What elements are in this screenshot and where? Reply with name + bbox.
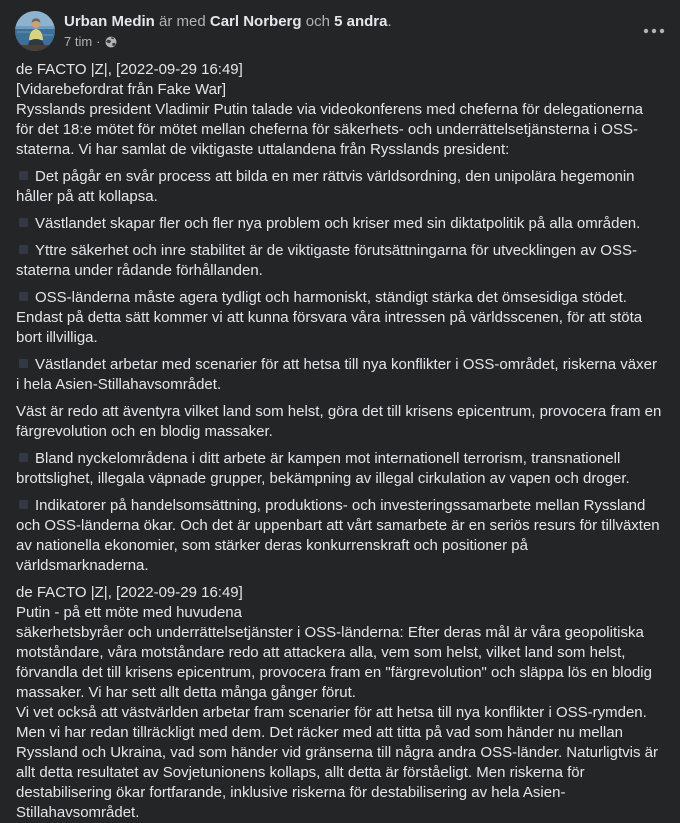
bullet-square-icon bbox=[19, 218, 28, 227]
timestamp[interactable]: 7 tim bbox=[64, 34, 93, 49]
post-paragraph: Västlandet skapar fler och fler nya problem och kriser med sin diktatpolitik på alla områden. bbox=[16, 214, 664, 234]
avatar-photo bbox=[15, 11, 55, 51]
byline-period: . bbox=[387, 13, 392, 30]
bullet-square-icon bbox=[19, 245, 28, 254]
post-byline bbox=[64, 12, 664, 31]
meta-dot-separator: · bbox=[96, 34, 101, 49]
bullet-square-icon bbox=[19, 171, 28, 180]
bullet-square-icon bbox=[19, 500, 28, 509]
post-meta-line bbox=[64, 34, 664, 50]
post-paragraph: Det pågår en svår process att bilda en mer rättvis världsordning, den unipolära hegemonin håller på att kollapsa. bbox=[16, 168, 635, 205]
bullet-square-icon bbox=[19, 292, 28, 301]
byline-connector: är med bbox=[159, 13, 206, 30]
bullet-square-icon bbox=[19, 453, 28, 462]
tagged-others-link[interactable]: 5 andra bbox=[334, 13, 388, 30]
post-paragraph: Yttre säkerhet och inre stabilitet är de viktigaste förutsättningarna för utvecklingen av OSS-staterna under rådande förhållanden. bbox=[16, 242, 637, 279]
post-paragraph: OSS-länderna måste agera tydligt och harmoniskt, ständigt stärka det ömsesidiga stödet. Endast på detta sätt kommer vi att kunna försvara våra intressen på världsscenen, för att stöta bort illvilliga. bbox=[16, 289, 643, 346]
author-link[interactable]: Urban Medin bbox=[64, 13, 155, 30]
globe-public-icon bbox=[105, 36, 117, 48]
post-options-button[interactable] bbox=[638, 17, 670, 45]
post-paragraph: de FACTO |Z|, [2022-09-29 16:49] Putin - på ett möte med huvudena säkerhetsbyråer och underrättelsetjänster i OSS-länderna: Efter deras mål är våra geopolitiska motståndare, våra motståndare redo att attackera alla, vem som helst, vilket land som helst, förvandla det till krisens epicentrum, provocera fram en "färgrevolution" och släppa lös en blodig massaker. Vi har sett allt detta många gånger förut. Vi vet också att västvärlden arbetar fram scenarier för att hetsa till nya konflikter i OSS-rymden. Men vi har redan tillräckligt med dem. Det räcker med att titta på vad som händer nu mellan Ryssland och Ukraina, vad som händer vid gränserna till några andra OSS-länder. Naturligtvis är allt detta resultatet av Sovjetunionens kollaps, allt detta är förståeligt. Men riskerna för destabilisering ökar fortfarande, inklusive riskerna för destabilisering av hela Asien-Stillahavsområdet. bbox=[16, 584, 658, 821]
post-header bbox=[0, 0, 680, 51]
post-paragraph: Indikatorer på handelsomsättning, produktions- och investeringssamarbete mellan Ryssland och OSS-länderna ökar. Och det är uppenbart att vårt samarbete är en seriös resurs för tillväxten av nationella ekonomier, som stärker deras konkurrenskraft och positioner på världsmarknaderna. bbox=[16, 497, 660, 574]
post-text bbox=[0, 51, 680, 823]
post-header-meta bbox=[64, 11, 664, 50]
bullet-square-icon bbox=[19, 359, 28, 368]
post-paragraph: de FACTO |Z|, [2022-09-29 16:49] [Vidarebefordrat från Fake War] Rysslands president Vladimir Putin talade via videokonferens med cheferna för delegationerna för det 18:e mötet för mötet mellan cheferna för säkerhets- och underrättelsetjänsterna i OSS-staterna. Vi har samlat de viktigaste uttalandena från Rysslands president: bbox=[16, 61, 644, 158]
tagged-friend-link[interactable]: Carl Norberg bbox=[209, 13, 302, 30]
post-paragraph: Bland nyckelområdena i ditt arbete är kampen mot internationell terrorism, transnationell brottslighet, illegala väpnade grupper, bekämpning av illegal cirkulation av vapen och droger. bbox=[16, 450, 630, 487]
avatar[interactable] bbox=[15, 11, 55, 51]
post-paragraph: Västlandet arbetar med scenarier för att hetsa till nya konflikter i OSS-området, riskerna växer i hela Asien-Stillahavsområdet. bbox=[16, 356, 657, 393]
post-paragraph: Väst är redo att äventyra vilket land som helst, göra det till krisens epicentrum, provocera fram en färgrevolution och en blodig massaker. bbox=[16, 403, 662, 440]
ellipsis-icon bbox=[642, 19, 666, 43]
byline-connector-and: och bbox=[305, 13, 330, 30]
